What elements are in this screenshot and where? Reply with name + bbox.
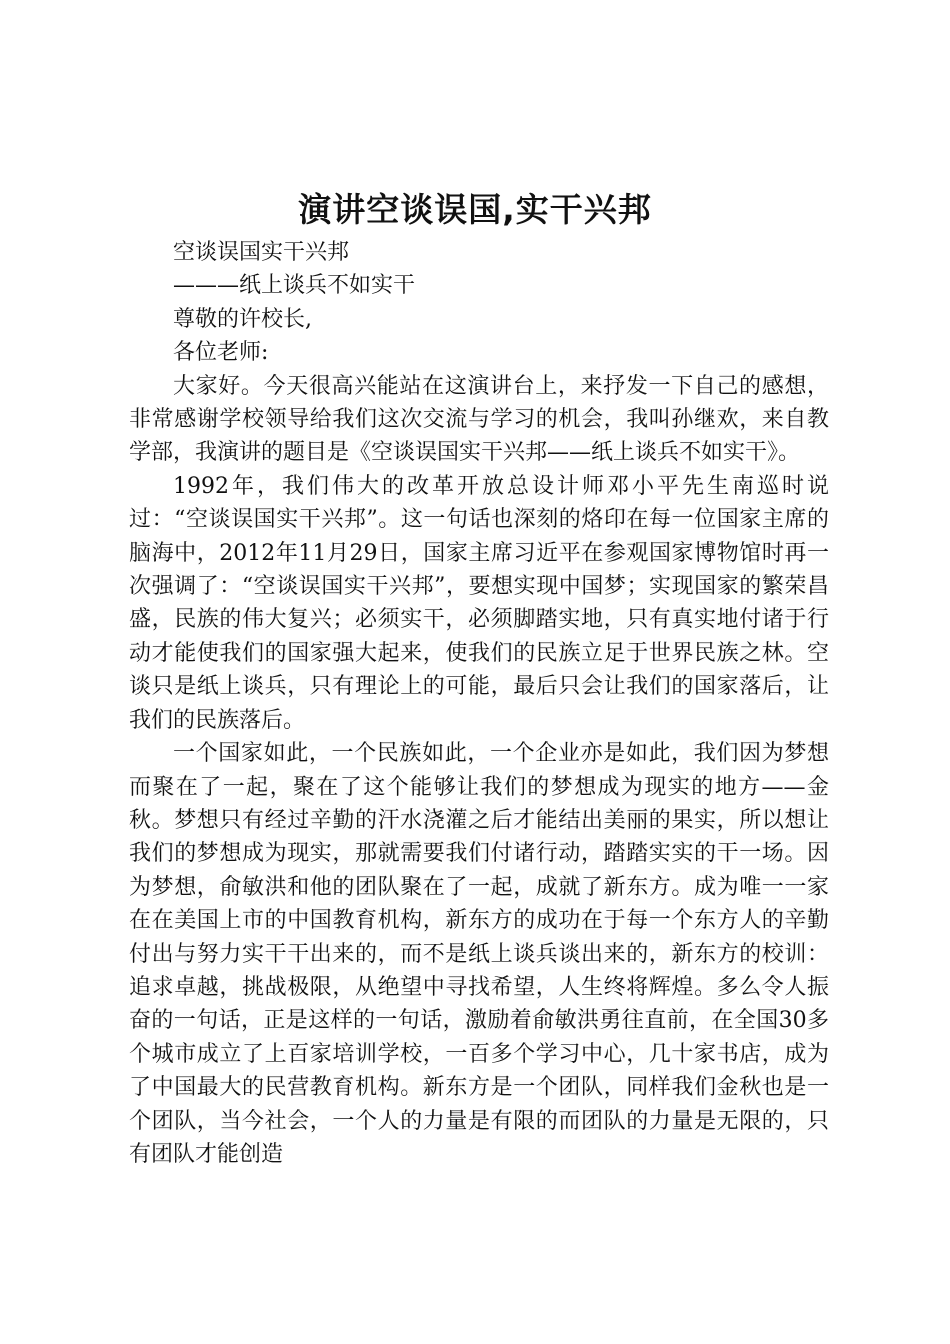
document-body (129, 236, 829, 1171)
speech-title-line: 空谈误国实干兴邦 (173, 240, 350, 265)
body-paragraph: 1992年，我们伟大的改革开放总设计师邓小平先生南巡时说过：“空谈误国实干兴邦”。这一句话也深刻的烙印在每一位国家主席的脑海中，2012年11月29日，国家主席习近平在参观国家博物馆时再一次强调了：“空谈误国实干兴邦”，要想实现中国梦；实现国家的繁荣昌盛，民族的伟大复兴；必须实干，必须脚踏实地，只有真实地付诸于行动才能使我们的国家强大起来，使我们的民族立足于世界民族之林。空谈只是纸上谈兵，只有理论上的可能，最后只会让我们的国家落后，让我们的民族落后。 (129, 473, 829, 733)
salutation-teachers: 各位老师: (173, 340, 269, 366)
speech-subtitle-line: ———纸上谈兵不如实干 (173, 273, 416, 299)
body-paragraph: 一个国家如此，一个民族如此，一个企业亦是如此，我们因为梦想而聚在了一起，聚在了这个能够让我们的梦想成为现实的地方——金秋。梦想只有经过辛勤的汗水浇灌之后才能结出美丽的果实，所以想让我们的梦想成为现实，那就需要我们付诸行动，踏踏实实的干一场。因为梦想，俞敏洪和他的团队聚在了一起，成就了新东方。成为唯一一家在在美国上市的中国教育机构，新东方的成功在于每一个东方人的辛勤付出与努力实干干出来的，而不是纸上谈兵谈出来的，新东方的校训：追求卓越，挑战极限，从绝望中寻找希望，人生终将辉煌。多么令人振奋的一句话，正是这样的一句话，激励着俞敏洪勇往直前，在全国30多个城市成立了上百家培训学校，一百多个学习中心，几十家书店，成为了中国最大的民营教育机构。新东方是一个团队，同样我们金秋也是一个团队，当今社会，一个人的力量是有限的而团队的力量是无限的，只有团队才能创造 (129, 741, 829, 1167)
document-title: 演讲空谈误国,实干兴邦 (298, 190, 652, 229)
salutation-principal: 尊敬的许校长, (173, 306, 312, 332)
body-paragraph: 大家好。今天很高兴能站在这演讲台上，来抒发一下自己的感想，非常感谢学校领导给我们这次交流与学习的机会，我叫孙继欢，来自教学部，我演讲的题目是《空谈误国实干兴邦——纸上谈兵不如实干》。 (129, 373, 829, 466)
